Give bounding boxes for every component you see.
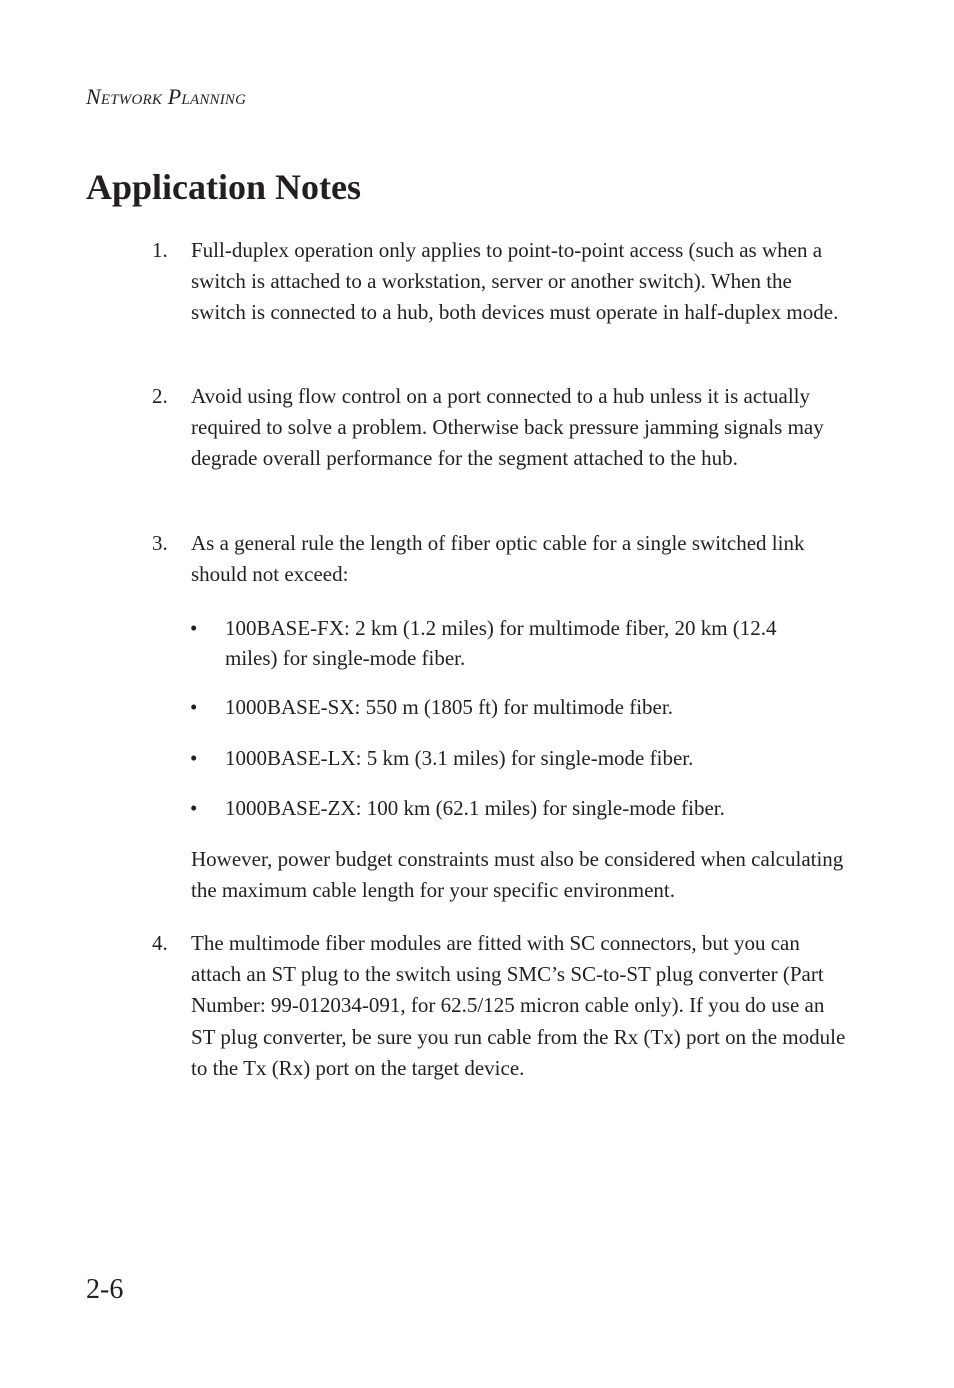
bullet-icon: • [190, 796, 198, 820]
note-number: 2. [152, 384, 168, 408]
note-item-4 [152, 928, 852, 1084]
bullet-text: 1000BASE-LX: 5 km (3.1 miles) for single-mode fiber. [225, 746, 694, 770]
bullet-item [190, 793, 830, 823]
running-header: Network Planning [86, 84, 247, 109]
note-item-2 [152, 381, 852, 475]
note-text: Full-duplex operation only applies to point-to-point access (such as when a switch is attached to a workstation, server or another switch). When the switch is connected to a hub, both devices must operate in half-duplex mode. [191, 238, 839, 325]
note-text: As a general rule the length of fiber optic cable for a single switched link should not exceed: [191, 531, 805, 587]
bullet-item [190, 743, 830, 773]
bullet-item [190, 692, 830, 722]
note-item-3 [152, 528, 852, 590]
bullet-icon: • [190, 695, 198, 719]
bullet-text: 1000BASE-ZX: 100 km (62.1 miles) for single-mode fiber. [225, 796, 725, 820]
note-text: The multimode fiber modules are fitted with SC connectors, but you can attach an ST plug to the switch using SMC’s SC-to-ST plug converter (Part Number: 99-012034-091, for 62.5/125 micron cable only). If you do use an ST plug converter, be sure you run cable from the Rx (Tx) port on the module to the Tx (Rx) port on the target device. [191, 931, 846, 1080]
note-item-1 [152, 235, 852, 329]
page-number: 2-6 [86, 1274, 124, 1305]
bullet-icon: • [190, 616, 198, 640]
bullet-text: 100BASE-FX: 2 km (1.2 miles) for multimode fiber, 20 km (12.4 miles) for single-mode fiber. [225, 616, 777, 670]
note-number: 1. [152, 238, 168, 262]
note-followup-paragraph: However, power budget constraints must also be considered when calculating the maximum cable length for your specific environment. [191, 847, 844, 903]
note-number: 4. [152, 931, 168, 955]
note-text: Avoid using flow control on a port connected to a hub unless it is actually required to solve a problem. Otherwise back pressure jamming signals may degrade overall performance for the segment attached to the hub. [191, 384, 824, 471]
note-number: 3. [152, 531, 168, 555]
bullet-item [190, 613, 830, 673]
bullet-icon: • [190, 746, 198, 770]
page-title: Application Notes [86, 167, 362, 207]
bullet-text: 1000BASE-SX: 550 m (1805 ft) for multimode fiber. [225, 695, 673, 719]
